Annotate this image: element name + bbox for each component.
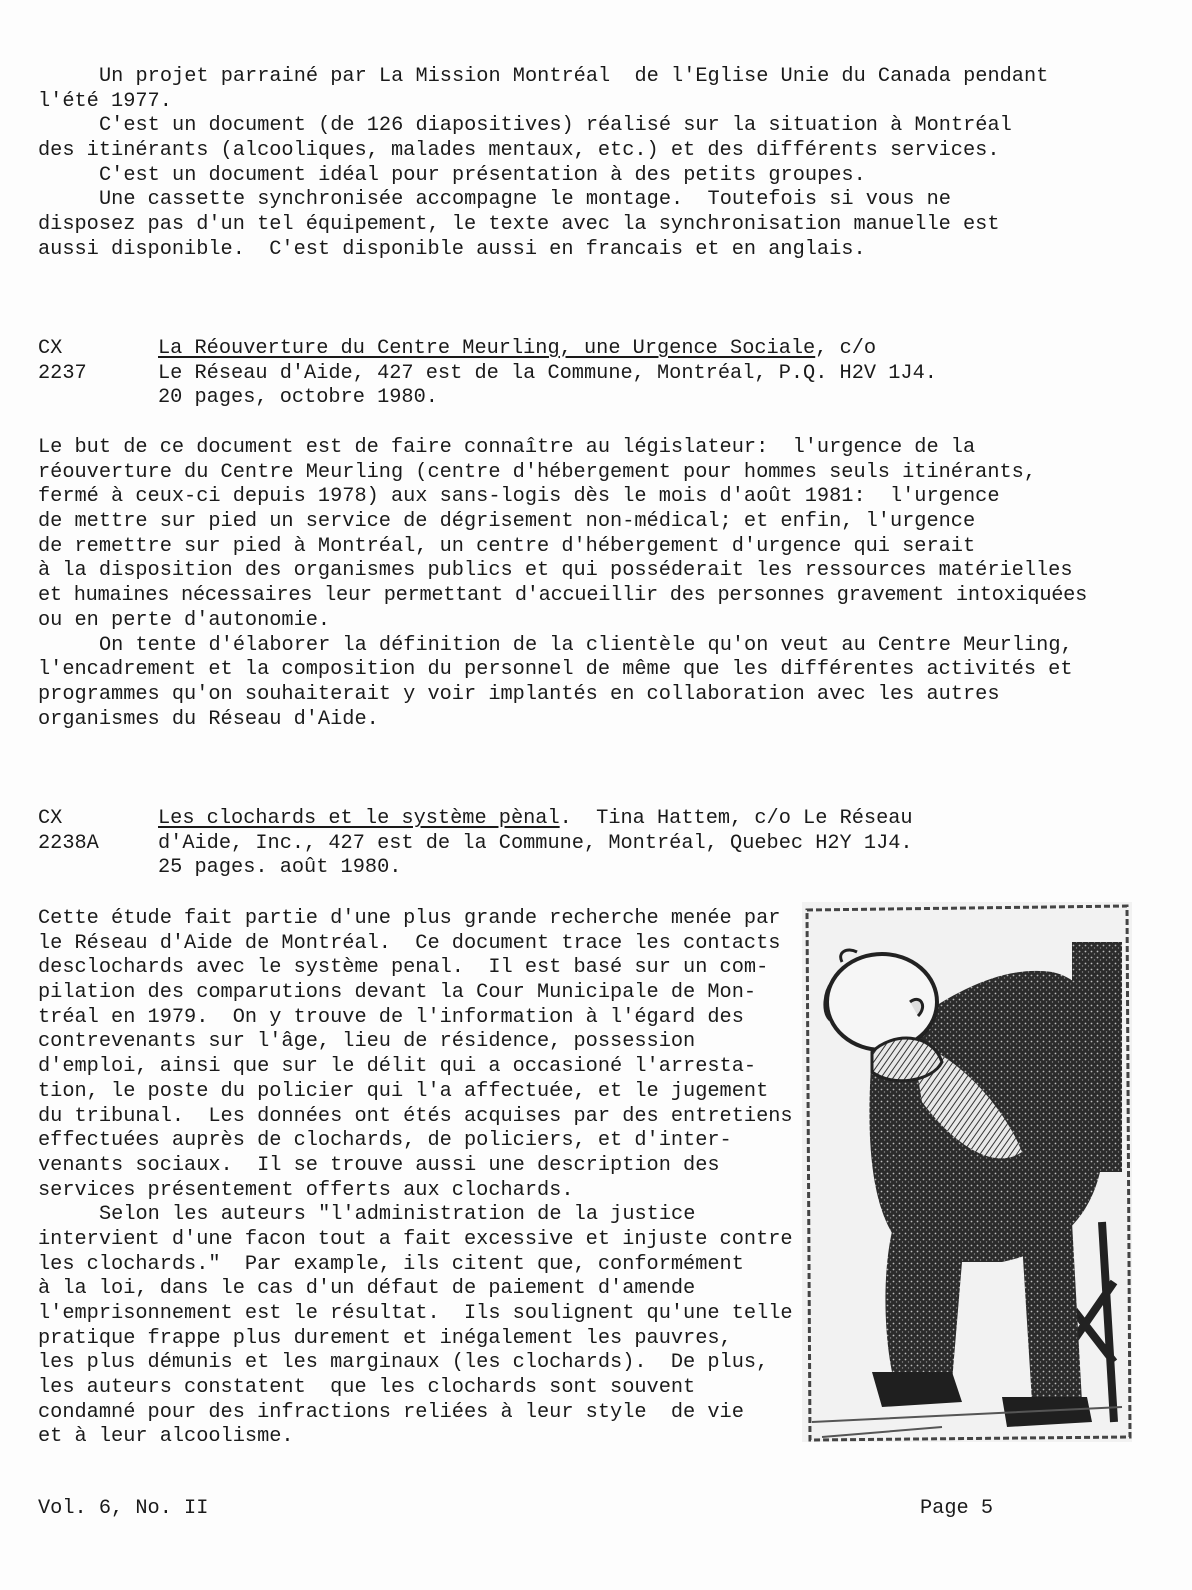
entry-code-number: 2238A (38, 831, 99, 855)
body-line: d'emploi, ainsi que sur le délit qui a occasioné l'arresta- (38, 1055, 757, 1079)
intro-line: Un projet parrainé par La Mission Montréal de l'Eglise Unie du Canada pendant (99, 65, 1049, 88)
intro-line: C'est un document idéal pour présentation à des petits groupes. (99, 163, 866, 187)
body-line: Le but de ce document est de faire connaître au législateur: l'urgence de la (38, 436, 976, 459)
intro-line: des itinérants (alcooliques, malades mentaux, etc.) et des différents services. (38, 139, 1000, 163)
entry-reference (158, 337, 937, 411)
body-line: du tribunal. Les données ont étés acquises par des entretiens (38, 1104, 793, 1128)
entry-code-number: 2237 (38, 361, 87, 385)
body-line: tréal en 1979. On y trouve de l'information à l'égard des (38, 1005, 744, 1029)
body-line: effectuées auprès de clochards, de policiers, et d'inter- (38, 1129, 732, 1153)
body-line: les plus démunis et les marginaux (les clochards). De plus, (38, 1351, 769, 1375)
entry-title: Les clochards et le système pènal (158, 807, 560, 830)
body-line: contrevenants sur l'âge, lieu de résidence, possession (38, 1030, 696, 1054)
intro-line: disposez pas d'un tel équipement, le texte avec la synchronisation manuelle est (38, 213, 1000, 237)
entry-description (38, 436, 1087, 732)
body-line: pilation des comparutions devant la Cour Municipale de Mon- (38, 981, 757, 1005)
intro-line: aussi disponible. C'est disponible aussi en francais et en anglais. (38, 237, 866, 261)
body-line: On tente d'élaborer la définition de la clientèle qu'on veut au Centre Meurling, (99, 633, 1073, 657)
body-line: Cette étude fait partie d'une plus grande recherche menée par (38, 907, 781, 930)
intro-line: l'été 1977. (38, 89, 172, 113)
footer-volume: Vol. 6, No. II (38, 1497, 209, 1520)
intro-paragraph (38, 65, 1048, 263)
entry-publisher: Le Réseau d'Aide, 427 est de la Commune, Montréal, P.Q. H2V 1J4. (158, 361, 937, 385)
body-line: ou en perte d'autonomie. (38, 608, 331, 632)
body-line: services présentement offerts aux clochards. (38, 1178, 574, 1202)
body-line: tion, le poste du policier qui l'a affectuée, et le jugement (38, 1079, 769, 1103)
body-line: de remettre sur pied à Montréal, un centre d'hébergement d'urgence qui serait (38, 534, 976, 558)
entry-pages-date: 20 pages, octobre 1980. (158, 386, 438, 410)
body-line: les clochards." Par example, ils citent que, conformément (38, 1252, 744, 1276)
footer-page-number: Page 5 (920, 1497, 994, 1520)
intro-line: C'est un document (de 126 diapositives) réalisé sur la situation à Montréal (99, 114, 1012, 138)
entry-description (38, 907, 793, 1450)
body-line: condamné pour des infractions reliées à leur style de vie (38, 1400, 744, 1424)
body-line: le Réseau d'Aide de Montréal. Ce document trace les contacts (38, 931, 781, 955)
entry-title-suffix: , c/o (815, 337, 877, 360)
entry-reference (158, 807, 913, 881)
body-line: l'emprisonnement est le résultat. Ils soulignent qu'une telle (38, 1302, 793, 1325)
body-line: à la disposition des organismes publics et qui posséderait les ressources matérielles (38, 559, 1073, 583)
body-line: desclochards avec le système penal. Il est basé sur un com- (38, 956, 769, 980)
intro-line: Une cassette synchronisée accompagne le montage. Toutefois si vous ne (99, 188, 951, 212)
entry-code (38, 807, 99, 856)
seated-old-man-illustration-icon (802, 902, 1132, 1442)
body-line: à la loi, dans le cas d'un défaut de paiement d'amende (38, 1277, 696, 1301)
body-line: organismes du Réseau d'Aide. (38, 707, 379, 731)
body-line: l'encadrement et la composition du personnel de même que les différentes activités et (38, 658, 1073, 682)
entry-code-prefix: CX (38, 337, 63, 360)
body-line: et à leur alcoolisme. (38, 1425, 294, 1449)
entry-title-suffix: . Tina Hattem, c/o Le Réseau (559, 807, 913, 830)
body-line: pratique frappe plus durement et inégalement les pauvres, (38, 1326, 732, 1350)
body-line: Selon les auteurs "l'administration de la justice (99, 1203, 696, 1227)
body-line: les auteurs constatent que les clochards sont souvent (38, 1376, 696, 1400)
body-line: programmes qu'on souhaiterait y voir implantés en collaboration avec les autres (38, 682, 1000, 706)
entry-publisher: d'Aide, Inc., 427 est de la Commune, Montréal, Quebec H2Y 1J4. (158, 831, 913, 855)
entry-title: La Réouverture du Centre Meurling, une Urgence Sociale (158, 337, 816, 360)
body-line: de mettre sur pied un service de dégrisement non-médical; et enfin, l'urgence (38, 510, 976, 534)
body-line: réouverture du Centre Meurling (centre d'hébergement pour hommes seuls itinérants, (38, 460, 1036, 484)
entry-code-prefix: CX (38, 807, 63, 830)
body-line: intervient d'une facon tout a fait excessive et injuste contre (38, 1227, 793, 1251)
body-line: venants sociaux. Il se trouve aussi une description des (38, 1153, 720, 1177)
entry-code (38, 337, 87, 386)
body-line: fermé à ceux-ci depuis 1978) aux sans-logis dès le mois d'août 1981: l'urgence (38, 485, 1000, 509)
entry-pages-date: 25 pages. août 1980. (158, 856, 402, 880)
body-line: et humaines nécessaires leur permettant d'accueillir des personnes gravement intoxiquées (38, 584, 1088, 608)
